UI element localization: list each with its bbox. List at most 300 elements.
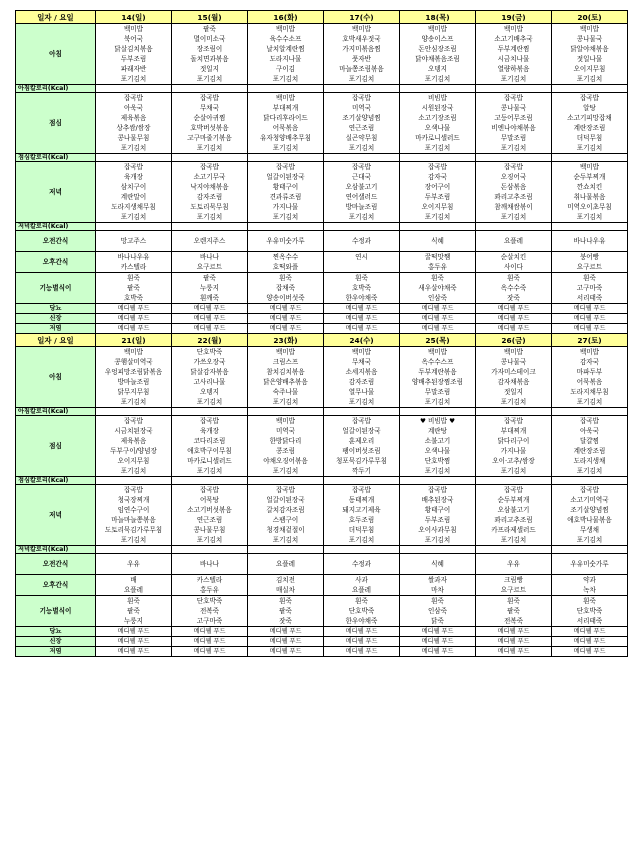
diet-cell: 메디웰 푸드	[400, 304, 476, 314]
diet3-label: 저염	[16, 647, 96, 657]
diet1-label: 당뇨	[16, 304, 96, 314]
menu-item: 포기김치	[272, 467, 299, 475]
menu-item: 인삼죽	[427, 607, 448, 615]
lunch-cell	[248, 416, 324, 477]
menu-item: 조기살양념찜	[570, 506, 609, 514]
diet-cell: 메디웰 푸드	[324, 647, 400, 657]
day-header: 27(토)	[552, 334, 628, 347]
menu-item: 소고기피망잡채	[567, 114, 612, 122]
menu-item: 청포묵김가루무침	[336, 457, 387, 465]
menu-item: 취나물볶음	[573, 193, 606, 201]
menu-item: 포기김치	[272, 398, 299, 406]
menu-item: 단호박죽	[348, 607, 375, 615]
menu-item: 흰죽	[279, 274, 292, 282]
menu-item: 백미밥	[275, 94, 296, 102]
functional-label: 기능별식이	[16, 596, 96, 627]
menu-item: 가자미스테이크	[491, 368, 536, 376]
pm_snack-cell	[324, 575, 400, 596]
menu-item: 잡곡밥	[503, 486, 524, 494]
pm_snack-cell	[324, 252, 400, 273]
dinner-cell	[324, 485, 400, 546]
menu-item: 포기김치	[424, 144, 451, 152]
diet3-row	[16, 647, 628, 657]
diet-cell: 메디웰 푸드	[552, 627, 628, 637]
menu-item: 사과	[355, 576, 368, 584]
menu-item: 얼갈이된장국	[342, 427, 381, 435]
menu-item: 잡곡밥	[123, 417, 144, 425]
header-row	[16, 11, 628, 24]
menu-item: 요구르트	[500, 586, 527, 594]
menu-item: 깍두기	[351, 467, 372, 475]
menu-item: 백미밥	[351, 348, 372, 356]
menu-item: 잡곡밥	[351, 163, 372, 171]
lunch-cell	[324, 416, 400, 477]
diet-cell: 메디웰 푸드	[400, 627, 476, 637]
dinner-cell	[552, 162, 628, 223]
menu-item: 포기김치	[424, 467, 451, 475]
breakfast-cell	[400, 347, 476, 408]
menu-item: 포기김치	[500, 213, 527, 221]
lunch-cell	[552, 416, 628, 477]
menu-item: 콩나물국	[500, 104, 527, 112]
menu-item: 포기김치	[348, 398, 375, 406]
lunch-row	[16, 416, 628, 477]
menu-item: 포기김치	[500, 536, 527, 544]
menu-item: 가지나물	[500, 447, 527, 455]
menu-item: 견과류조림	[269, 193, 302, 201]
menu-item: 청국장찌개	[117, 496, 150, 504]
am-snack-cell	[248, 231, 324, 252]
menu-item: 쌀과자	[427, 576, 448, 584]
diet2-row	[16, 637, 628, 647]
diet-cell: 메디웰 푸드	[324, 627, 400, 637]
menu-item: 무생채	[579, 526, 600, 534]
day-header: 14(일)	[96, 11, 172, 24]
menu-item: 포기김치	[424, 75, 451, 83]
calorie-cell	[96, 223, 172, 231]
menu-item: 흰죽	[583, 274, 596, 282]
dinner-cell	[400, 485, 476, 546]
menu-item: 콩나물무침	[117, 134, 150, 142]
menu-item: 순살아귀찜	[193, 114, 226, 122]
menu-item: 잡곡밥	[351, 417, 372, 425]
snack-item: 우유미숫가루	[570, 560, 609, 568]
diet-cell: 메디웰 푸드	[248, 324, 324, 334]
calorie-row	[16, 546, 628, 554]
menu-item: 흰죽	[355, 597, 368, 605]
functional-cell	[324, 596, 400, 627]
menu-item: 무채국	[199, 104, 220, 112]
diet-cell: 메디웰 푸드	[324, 314, 400, 324]
diet-cell: 메디웰 푸드	[476, 647, 552, 657]
menu-item: 포기김치	[576, 144, 603, 152]
menu-item: 오이사과무침	[418, 526, 457, 534]
menu-item: 멸이미소국	[193, 35, 226, 43]
menu-item: 오이·고추/쌈장	[492, 457, 535, 465]
menu-item: 콩나물국	[500, 358, 527, 366]
am-snack-cell	[324, 231, 400, 252]
menu-item: 비빔밥	[427, 94, 448, 102]
menu-item: 두부조림	[424, 193, 451, 201]
menu-item: 고구마죽	[196, 617, 223, 625]
menu-item: 장어구이	[424, 183, 451, 191]
breakfast-cell	[172, 347, 248, 408]
diet-cell: 메디웰 푸드	[172, 324, 248, 334]
diet-cell: 메디웰 푸드	[248, 637, 324, 647]
functional-cell	[96, 596, 172, 627]
calorie-cell	[172, 154, 248, 162]
menu-item: 열무나물	[348, 388, 375, 396]
lunch-cell	[552, 93, 628, 154]
diet-cell: 메디웰 푸드	[476, 324, 552, 334]
menu-item: 포기김치	[120, 144, 147, 152]
pm_snack-cell	[552, 252, 628, 273]
calorie-cell	[476, 85, 552, 93]
calorie-cell	[552, 477, 628, 485]
corner-label: 일자 / 요일	[16, 334, 96, 347]
menu-item: 감자조림	[348, 378, 375, 386]
snack-item: 식혜	[431, 237, 444, 245]
menu-item: 오삼불고기	[497, 506, 530, 514]
menu-item: 포기김치	[348, 213, 375, 221]
menu-item: 돈삼볶음	[500, 183, 527, 191]
calorie-cell	[172, 477, 248, 485]
diet-cell: 메디웰 푸드	[476, 627, 552, 637]
menu-item: 호떡와플	[272, 263, 299, 271]
menu-item: 닭알야채볶음	[570, 45, 609, 53]
functional-cell	[248, 596, 324, 627]
menu-item: 홍두유	[427, 263, 448, 271]
menu-item: 잡곡밥	[351, 94, 372, 102]
diet3-label: 저염	[16, 324, 96, 334]
menu-item: 흰죽	[127, 597, 140, 605]
menu-item: 청경채겉절이	[266, 526, 305, 534]
menu-item: 오이지무침	[117, 457, 150, 465]
breakfast-label: 아침	[16, 24, 96, 85]
menu-item: 팽이버섯조림	[342, 447, 381, 455]
menu-item: 계란말이	[120, 193, 147, 201]
pm_snack-cell	[248, 252, 324, 273]
menu-item: 연시	[355, 253, 368, 261]
menu-item: 포기김치	[196, 75, 223, 83]
menu-item: 야채오징어볶음	[263, 457, 308, 465]
menu-item: 상추쌈/쌈장	[116, 124, 151, 132]
menu-item: 호박버섯볶음	[190, 124, 229, 132]
diet-cell: 메디웰 푸드	[172, 627, 248, 637]
menu-item: 잡곡밥	[351, 486, 372, 494]
menu-item: 포기김치	[272, 213, 299, 221]
snack-item: 우유미숫가루	[266, 237, 305, 245]
menu-item: 인삼죽	[427, 294, 448, 302]
lunch-cell	[172, 416, 248, 477]
lunch-cell	[248, 93, 324, 154]
diet-cell: 메디웰 푸드	[172, 314, 248, 324]
calorie-cell	[324, 223, 400, 231]
menu-item: 소고기미역국	[570, 496, 609, 504]
calorie-cell	[552, 154, 628, 162]
calorie-label: 아침칼로리(Kcal)	[16, 408, 96, 416]
calorie-cell	[476, 408, 552, 416]
menu-item: 잡곡밥	[503, 163, 524, 171]
menu-item: 팥죽	[279, 607, 292, 615]
am-snack-label: 오전간식	[16, 554, 96, 575]
menu-item: 단호박찜	[424, 457, 451, 465]
calorie-cell	[96, 546, 172, 554]
menu-item: 감자조림	[196, 193, 223, 201]
menu-item: 포기김치	[500, 398, 527, 406]
calorie-cell	[324, 477, 400, 485]
menu-item: 포기김치	[196, 144, 223, 152]
calorie-cell	[552, 408, 628, 416]
menu-item: 포기김치	[196, 467, 223, 475]
menu-item: ♥ 비빔밥 ♥	[419, 417, 456, 425]
menu-item: 두부계란찜	[497, 45, 530, 53]
menu-item: 고구마줄기볶음	[187, 134, 232, 142]
menu-item: 사이다	[503, 263, 524, 271]
menu-item: 배추된장국	[421, 496, 454, 504]
menu-item: 흰죽	[431, 274, 444, 282]
menu-item: 포기김치	[424, 536, 451, 544]
lunch-cell	[96, 416, 172, 477]
menu-item: 잡곡밥	[123, 486, 144, 494]
diet1-row	[16, 627, 628, 637]
menu-item: 단호박죽	[196, 597, 223, 605]
meal-table	[15, 10, 628, 657]
menu-item: 누룽지	[123, 617, 144, 625]
menu-item: 갈치감자조림	[266, 506, 305, 514]
menu-item: 마파두부	[576, 368, 603, 376]
menu-item: 구이김	[275, 65, 296, 73]
menu-item: 한방닭다리	[269, 437, 302, 445]
menu-item: 잡채죽	[275, 284, 296, 292]
breakfast-label: 아침	[16, 347, 96, 408]
lunch-cell	[400, 416, 476, 477]
menu-item: 백미밥	[579, 25, 600, 33]
breakfast-cell	[476, 347, 552, 408]
functional-cell	[96, 273, 172, 304]
menu-item: 연근조림	[196, 516, 223, 524]
menu-item: 포기김치	[576, 75, 603, 83]
menu-item: 포기김치	[196, 398, 223, 406]
menu-item: 날치알계란찜	[266, 45, 305, 53]
menu-item: 백미밥	[427, 25, 448, 33]
menu-item: 닭죽	[431, 617, 444, 625]
menu-item: 오뎅지	[427, 65, 448, 73]
menu-item: 포기김치	[500, 467, 527, 475]
menu-item: 단호박죽	[576, 607, 603, 615]
menu-item: 젓일지	[199, 65, 220, 73]
menu-item: 호두조림	[348, 516, 375, 524]
diet-cell: 메디웰 푸드	[96, 304, 172, 314]
menu-item: 약과	[583, 576, 596, 584]
menu-item: 달걀찜	[579, 437, 600, 445]
calorie-row	[16, 85, 628, 93]
menu-item: 잡곡밥	[503, 417, 524, 425]
menu-item: 고사리나물	[193, 378, 226, 386]
day-header: 24(수)	[324, 334, 400, 347]
calorie-cell	[400, 408, 476, 416]
menu-item: 장조림이	[196, 45, 223, 53]
calorie-cell	[476, 546, 552, 554]
am-snack-row	[16, 231, 628, 252]
menu-item: 포기김치	[348, 144, 375, 152]
calorie-cell	[96, 85, 172, 93]
menu-item: 닭살감자볶음	[190, 368, 229, 376]
menu-item: 배	[130, 576, 137, 584]
menu-item: 포기김치	[500, 75, 527, 83]
menu-item: 포기김치	[576, 398, 603, 406]
menu-item: 팥죽	[203, 25, 216, 33]
pm_snack-cell	[400, 252, 476, 273]
calorie-cell	[248, 154, 324, 162]
menu-item: 잡곡밥	[427, 486, 448, 494]
menu-item: 포기김치	[576, 467, 603, 475]
menu-item: 실곤약무침	[345, 134, 378, 142]
menu-item: 젓일나물	[576, 55, 603, 63]
diet-cell: 메디웰 푸드	[476, 637, 552, 647]
diet-cell: 메디웰 푸드	[96, 314, 172, 324]
snack-item: 수정과	[351, 560, 372, 568]
diet-cell: 메디웰 푸드	[172, 647, 248, 657]
menu-item: 바나나우유	[117, 253, 150, 261]
dinner-cell	[248, 162, 324, 223]
menu-item: 돌치면과볶음	[190, 55, 229, 63]
menu-item: 양송이스프	[421, 35, 454, 43]
menu-item: 서리태죽	[576, 294, 603, 302]
menu-item: 백미밥	[503, 25, 524, 33]
lunch-cell	[96, 93, 172, 154]
pm_snack-row	[16, 252, 628, 273]
day-header: 23(화)	[248, 334, 324, 347]
menu-item: 어묵볶음	[272, 124, 299, 132]
lunch-cell	[476, 416, 552, 477]
menu-item: 포기김치	[348, 75, 375, 83]
menu-item: 돈안심장조림	[418, 45, 457, 53]
menu-item: 황태구이	[424, 506, 451, 514]
diet1-row	[16, 304, 628, 314]
calorie-cell	[324, 408, 400, 416]
menu-item: 꽈리고추조림	[494, 193, 533, 201]
calorie-cell	[324, 546, 400, 554]
menu-item: 닭살김치볶음	[114, 45, 153, 53]
diet-cell: 메디웰 푸드	[248, 647, 324, 657]
day-header: 17(수)	[324, 11, 400, 24]
menu-item: 시금치된장국	[114, 427, 153, 435]
menu-item: 호박새우젓국	[342, 35, 381, 43]
calorie-cell	[248, 546, 324, 554]
breakfast-row	[16, 24, 628, 85]
menu-item: 잡곡밥	[579, 94, 600, 102]
menu-item: 잣죽	[279, 617, 292, 625]
calorie-label: 점심칼로리(Kcal)	[16, 154, 96, 162]
menu-item: 두부조림	[424, 516, 451, 524]
day-header: 20(토)	[552, 11, 628, 24]
am-snack-cell	[552, 231, 628, 252]
day-header: 25(목)	[400, 334, 476, 347]
pm_snack-label: 오후간식	[16, 575, 96, 596]
diet-cell: 메디웰 푸드	[324, 637, 400, 647]
calorie-cell	[248, 477, 324, 485]
snack-item: 우유	[127, 560, 140, 568]
diet-cell: 메디웰 푸드	[96, 647, 172, 657]
breakfast-cell	[324, 24, 400, 85]
am-snack-cell	[400, 231, 476, 252]
functional-cell	[324, 273, 400, 304]
calorie-cell	[400, 477, 476, 485]
am-snack-cell	[172, 231, 248, 252]
am-snack-cell	[324, 554, 400, 575]
diet-cell: 메디웰 푸드	[552, 314, 628, 324]
calorie-cell	[324, 154, 400, 162]
menu-item: 오이지무침	[421, 203, 454, 211]
snack-item: 오렌지주스	[193, 237, 226, 245]
menu-item: 미역국	[351, 104, 372, 112]
pm_snack-cell	[96, 575, 172, 596]
menu-item: 김치전	[275, 576, 296, 584]
menu-item: 호박죽	[123, 294, 144, 302]
lunch-cell	[172, 93, 248, 154]
menu-item: 닭은양배추볶음	[263, 378, 308, 386]
diet-cell: 메디웰 푸드	[172, 637, 248, 647]
menu-item: 참깨채쌈볶이	[494, 203, 533, 211]
snack-item: 요플레	[503, 237, 524, 245]
menu-item: 얼갈이된장국	[266, 173, 305, 181]
menu-item: 소불고기	[424, 437, 451, 445]
menu-item: 연근조림	[348, 124, 375, 132]
day-header: 16(화)	[248, 11, 324, 24]
calorie-cell	[172, 546, 248, 554]
menu-item: 찐옥수수	[272, 253, 299, 261]
menu-item: 더덕무침	[348, 526, 375, 534]
snack-item: 우유	[507, 560, 520, 568]
menu-item: 잡곡밥	[199, 163, 220, 171]
menu-item: 가지나물	[272, 203, 299, 211]
menu-item: 백미밥	[123, 25, 144, 33]
diet-cell: 메디웰 푸드	[96, 627, 172, 637]
snack-item: 식혜	[431, 560, 444, 568]
menu-item: 순살치킨	[500, 253, 527, 261]
functional-cell	[476, 596, 552, 627]
pm_snack-label: 오후간식	[16, 252, 96, 273]
menu-item: 닭야채볶음조림	[415, 55, 460, 63]
menu-item: 감자국	[427, 173, 448, 181]
menu-item: 꽈리고추조림	[494, 516, 533, 524]
menu-item: 가쓰오장국	[193, 358, 226, 366]
day-header: 26(금)	[476, 334, 552, 347]
menu-item: 요플레	[351, 586, 372, 594]
snack-item: 바나나	[199, 560, 220, 568]
functional-row	[16, 596, 628, 627]
menu-item: 도라지생채무침	[111, 203, 156, 211]
menu-item: 팥죽	[507, 607, 520, 615]
header-row	[16, 334, 628, 347]
menu-item: 팥죽	[203, 274, 216, 282]
day-header: 18(목)	[400, 11, 476, 24]
menu-item: 포기김치	[500, 144, 527, 152]
calorie-cell	[96, 477, 172, 485]
am-snack-cell	[476, 554, 552, 575]
calorie-cell	[476, 223, 552, 231]
menu-item: 삼치구이	[120, 183, 147, 191]
menu-item: 낙지야채볶음	[190, 183, 229, 191]
lunch-row	[16, 93, 628, 154]
menu-item: 오색나물	[424, 447, 451, 455]
menu-item: 포기김치	[272, 75, 299, 83]
menu-item: 육개장	[199, 427, 220, 435]
menu-item: 단호박죽	[196, 348, 223, 356]
breakfast-cell	[552, 347, 628, 408]
diet-cell: 메디웰 푸드	[324, 304, 400, 314]
